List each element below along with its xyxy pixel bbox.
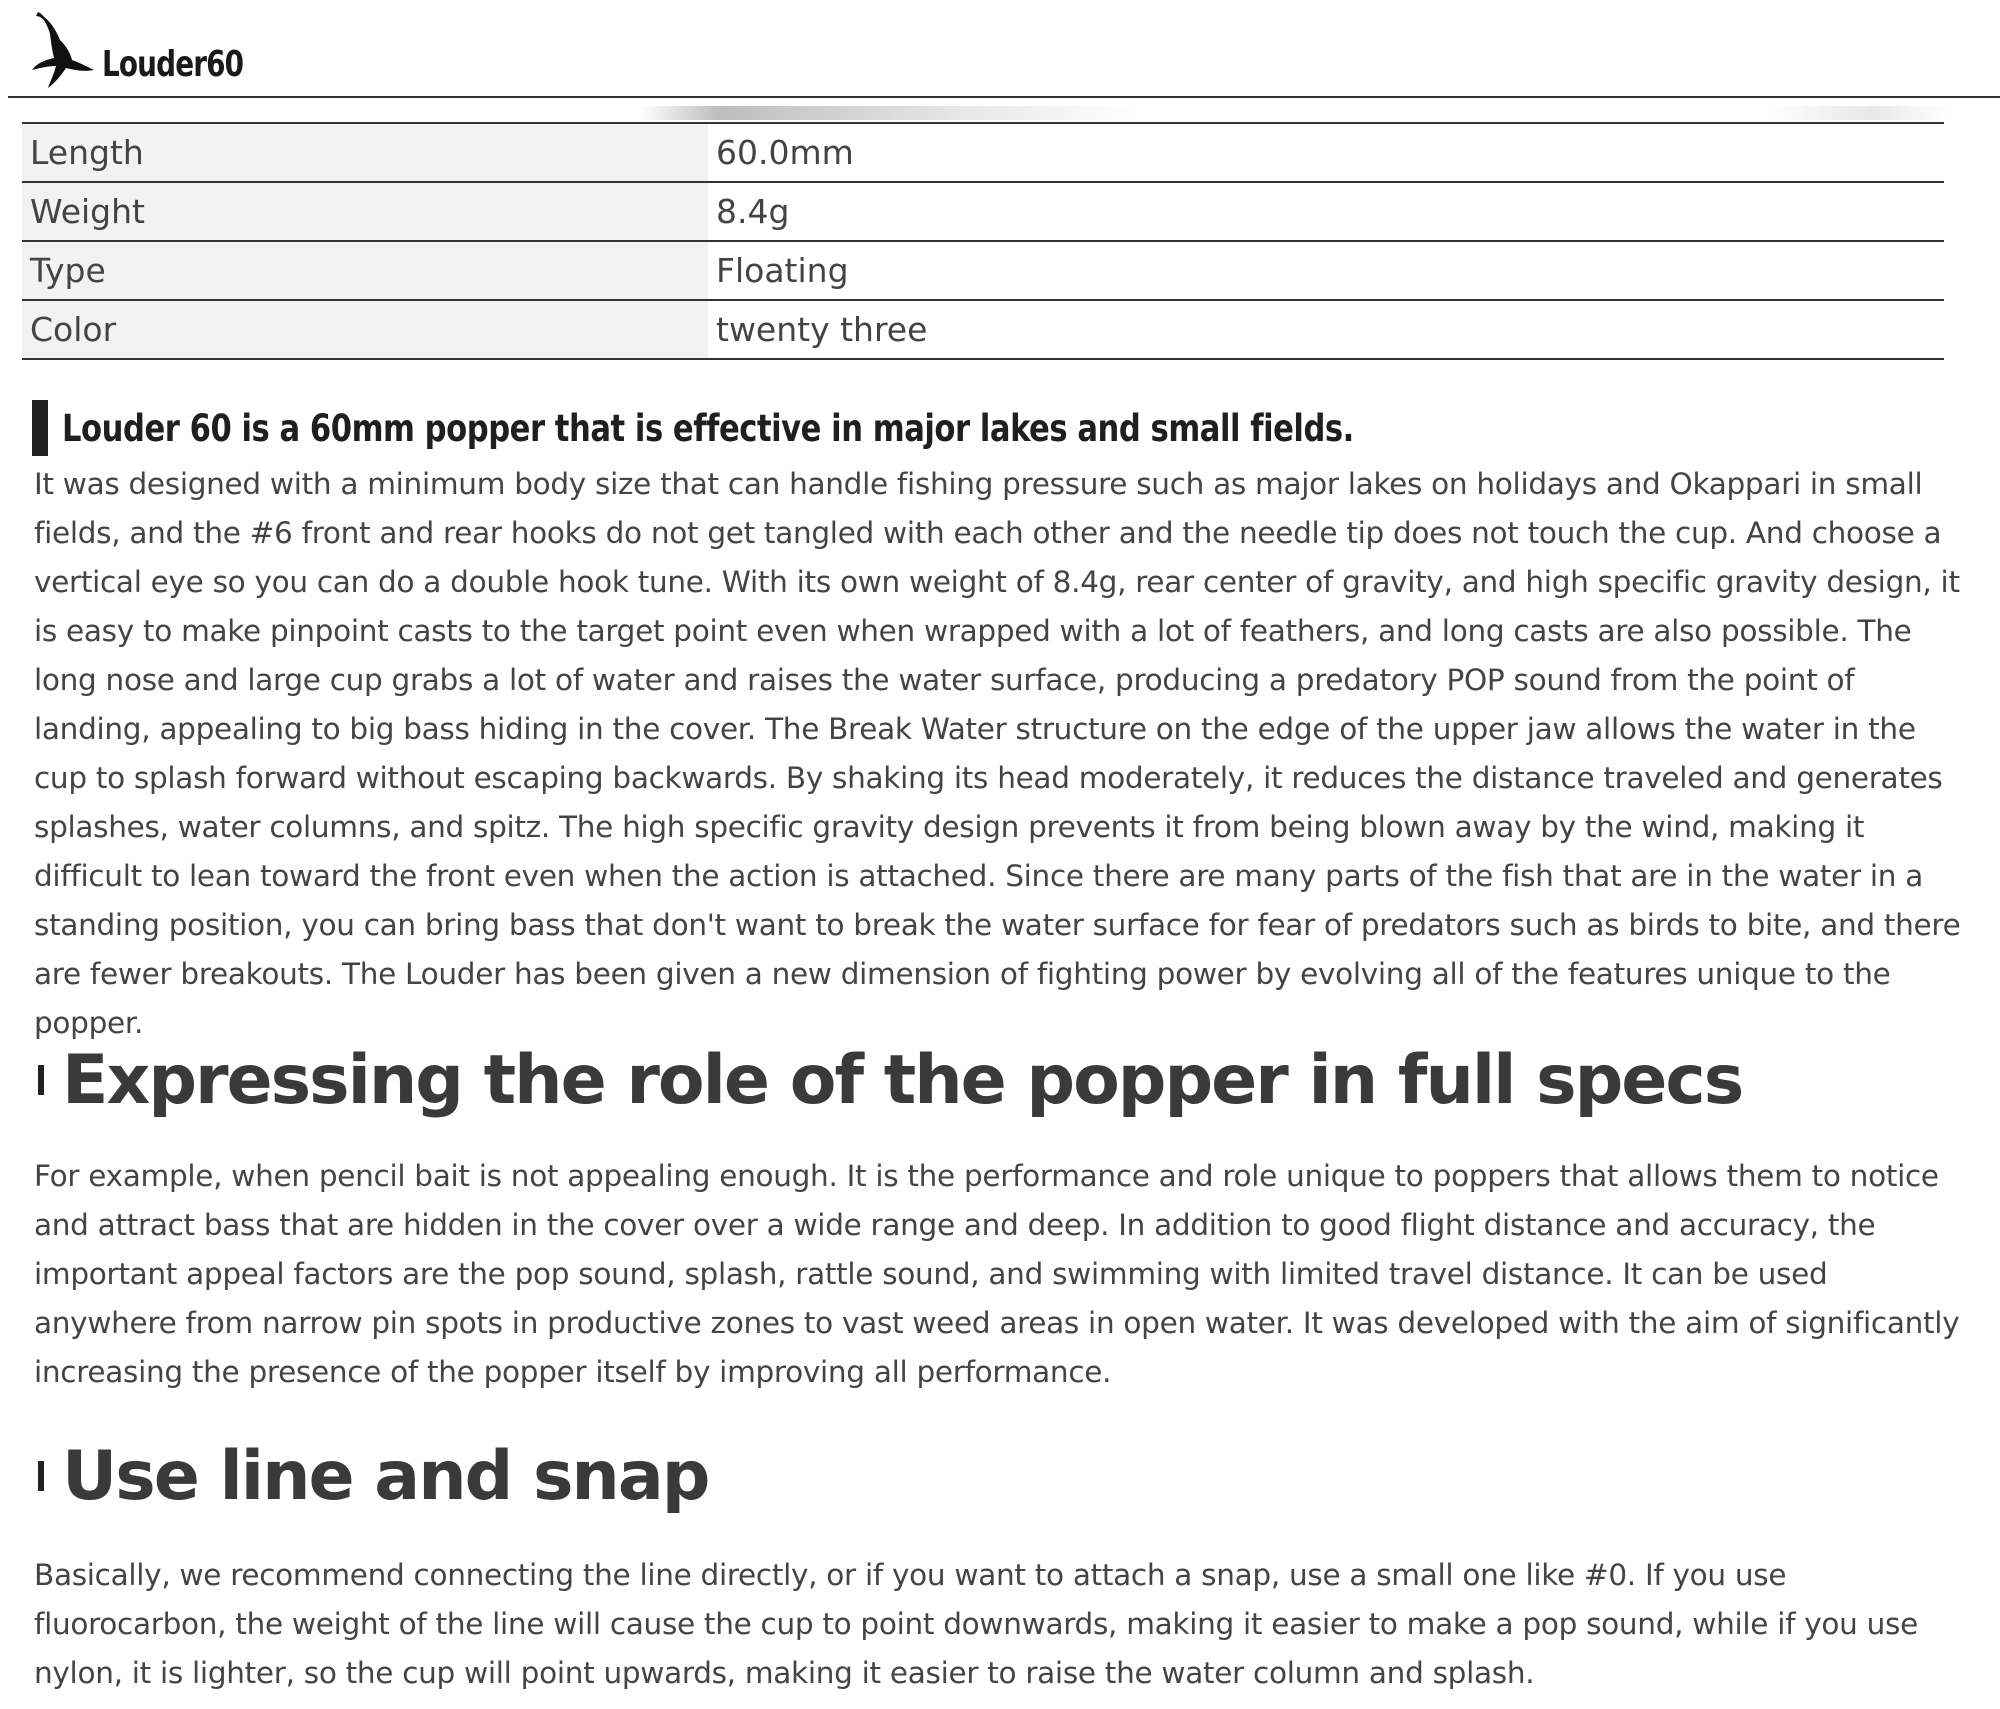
spec-label: Weight <box>22 182 708 241</box>
lead-title: Louder 60 is a 60mm popper that is effective in major lakes and small fields. <box>62 406 1354 450</box>
section-paragraph: For example, when pencil bait is not appealing enough. It is the performance and role unique to poppers that allows them to notice and attract bass that are hidden in the cover over a wide range and deep. In addition to good flight distance and accuracy, the important appeal factors are the pop sound, splash, rattle sound, and swimming with limited travel distance. It can be used anywhere from narrow pin spots in productive zones to vast weed areas in open water. It was developed with the aim of significantly increasing the presence of the popper itself by improving all performance. <box>34 1159 1960 1389</box>
site-header <box>8 0 2000 98</box>
spec-value: twenty three <box>708 300 1944 359</box>
spec-label: Color <box>22 300 708 359</box>
spec-value: Floating <box>708 241 1944 300</box>
spec-value: 8.4g <box>708 182 1944 241</box>
logo-text[interactable]: Louder60 <box>102 44 244 85</box>
section-title: Expressing the role of the popper in full specs <box>62 1040 1743 1120</box>
heading-accent-bar <box>38 1065 44 1095</box>
section-title: Use line and snap <box>62 1436 709 1516</box>
lead-paragraph: It was designed with a minimum body size that can handle fishing pressure such as major lakes on holidays and Okappari in small fields, and the #6 front and rear hooks do not get tangled with each other and the needle tip does not touch the cup. And choose a vertical eye so you can do a double hook tune. With its own weight of 8.4g, rear center of gravity, and high specific gravity design, it is easy to make pinpoint casts to the target point even when wrapped with a lot of feathers, and long casts are also possible. The long nose and large cup grabs a lot of water and raises the water surface, producing a predatory POP sound from the point of landing, appealing to big bass hiding in the cover. The Break Water structure on the edge of the upper jaw allows the water in the cup to splash forward without escaping backwards. By shaking its head moderately, it reduces the distance traveled and generates splashes, water columns, and spitz. The high specific gravity design prevents it from being blown away by the wind, making it difficult to lean toward the front even when the action is attached. Since there are many parts of the fish that are in the water in a standing position, you can bring bass that don't want to break the water surface for fear of predators such as birds to bite, and there are fewer breakouts. The Louder has been given a new dimension of fighting power by evolving all of the features unique to the popper. <box>34 467 1961 1040</box>
spec-label: Length <box>22 123 708 182</box>
spec-row-weight <box>22 182 1944 241</box>
section-heading-line-snap <box>38 1436 708 1516</box>
spec-row-type <box>22 241 1944 300</box>
heading-accent-bar <box>38 1461 44 1491</box>
heading-accent-bar <box>32 400 48 456</box>
spec-label: Type <box>22 241 708 300</box>
spec-row-color <box>22 300 1944 359</box>
spec-value: 60.0mm <box>708 123 1944 182</box>
section-paragraph: Basically, we recommend connecting the line directly, or if you want to attach a snap, use a small one like #0. If you use fluorocarbon, the weight of the line will cause the cup to point downwards, making it easier to make a pop sound, while if you use nylon, it is lighter, so the cup will point upwards, making it easier to raise the water column and splash. <box>34 1558 1918 1690</box>
decorative-gradient <box>640 106 1950 120</box>
lead-heading <box>32 400 1466 456</box>
spec-row-length <box>22 123 1944 182</box>
bird-logo-icon[interactable] <box>30 12 100 90</box>
spec-table <box>22 122 1944 360</box>
section-heading-full-specs <box>38 1040 1742 1120</box>
